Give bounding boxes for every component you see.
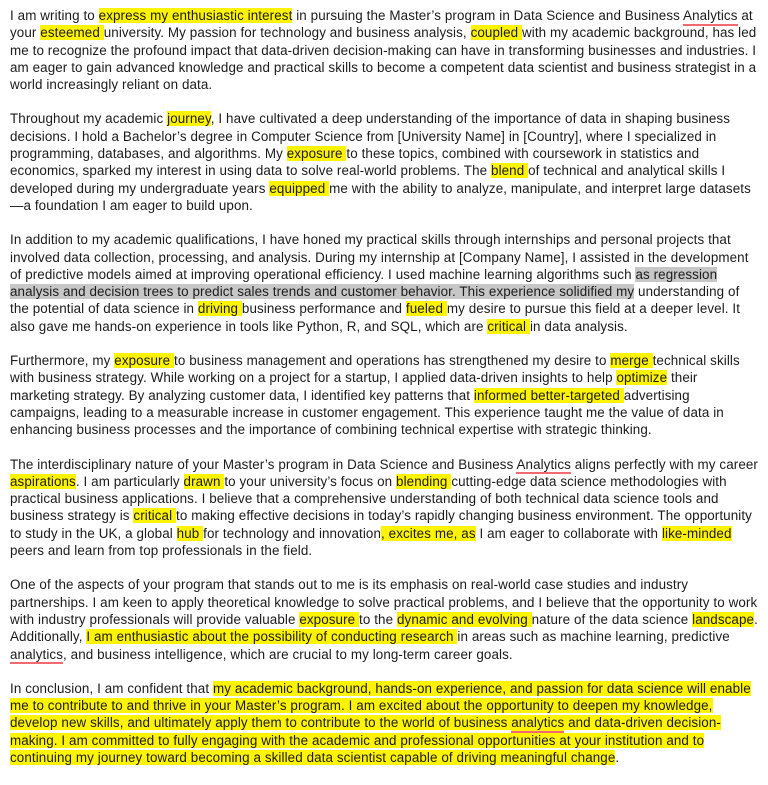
highlighted-text: blend — [491, 163, 529, 179]
highlighted-text: blending — [396, 473, 452, 489]
text-run: One of the aspects of your program that stands out to me is its emphasis on real-world case studies and industry partnerships. I am keen to apply theoretical knowledge to solve practical problems, and I believe that the opportunity to work with industry professionals will provide valuable — [10, 577, 758, 627]
paragraph-1 — [10, 7, 758, 93]
text-run: In addition to my academic qualifications, I have honed my practical skills through internships and personal projects that involved data collection, processing, and analysis. During my internship at [Company Name], I assisted in the development of predictive models aimed at improving operational efficiency. I used machine learning algorithms such — [10, 232, 749, 282]
highlighted-text: , excites me, as — [381, 525, 476, 541]
text-run: of technical and analytical skills I developed during my undergraduate years — [10, 163, 726, 196]
text-run: aligns perfectly with my career — [570, 456, 758, 472]
text-run: , I have cultivated a deep understanding of the importance of data in shaping business decisions. I hold a Bachelor’s degree in Computer Science from [University Name] in [Country], where I specialized in programming, databases, and algorithms. My — [10, 111, 731, 162]
text-run: to making effective decisions in today’s rapidly changing business environment. The opportunity to study in the UK, a global — [10, 508, 752, 541]
text-run: technical skills with business strategy. While working on a project for a startup, I applied data-driven insights to help — [10, 353, 740, 386]
text-run: . I am particularly — [75, 473, 184, 489]
highlighted-text: fueled — [405, 301, 447, 317]
highlighted-text: hub — [176, 525, 204, 541]
highlighted-text: exposure — [114, 353, 174, 369]
paragraph-5 — [10, 456, 758, 560]
highlighted-text: and data-driven decision-making. I am committed to fully engaging with the academic and professional opportunities at your institution and to continuing my journey toward becoming a skilled data scientist capable of driving meaningful change — [10, 715, 721, 765]
text-run: understanding of the potential of data science in — [10, 284, 740, 317]
highlighted-text: optimize — [616, 370, 668, 386]
highlighted-text: exposure — [286, 146, 347, 162]
highlighted-text: equipped — [269, 180, 330, 196]
highlighted-text: critical — [487, 318, 530, 334]
highlighted-text: like-minded — [661, 525, 732, 541]
highlighted-misspelled-word: analytics — [511, 715, 564, 733]
text-run: cutting-edge data science methodologies with practical business applications. I believe that a comprehensive understanding of both technical data science tools and business strategy is — [10, 473, 727, 524]
highlighted-text: esteemed — [40, 25, 104, 41]
highlighted-text: aspirations — [10, 473, 76, 489]
highlighted-text: critical — [133, 508, 176, 524]
paragraph-6 — [10, 576, 758, 662]
highlighted-text: driving — [197, 301, 242, 317]
text-run: business performance and — [241, 301, 406, 317]
misspelled-word: analytics — [10, 647, 63, 665]
text-run: , and business intelligence, which are crucial to my long-term career goals. — [63, 646, 513, 662]
text-run: university. My passion for technology and business analysis, — [103, 25, 471, 41]
text-run: . Additionally, — [10, 611, 758, 645]
highlighted-text: drawn — [183, 473, 225, 489]
text-run: advertising campaigns, leading to a measurable increase in customer engagement. This experience taught me the value of data in enhancing business processes and the importance of combining technical expertise with strategic thinking. — [10, 387, 724, 438]
highlighted-text: coupled — [470, 25, 522, 41]
highlighted-text: I am enthusiastic about the possibility of conducting research — [86, 629, 458, 645]
highlighted-text: landscape — [692, 611, 755, 627]
text-run: peers and learn from top professionals in the field. — [10, 543, 313, 559]
paragraph-4 — [10, 352, 758, 438]
text-run: to your university’s focus on — [224, 473, 397, 489]
text-run: Throughout my academic — [10, 111, 168, 127]
text-run: I am eager to collaborate with — [475, 525, 662, 541]
text-run: in data analysis. — [529, 318, 628, 334]
text-run: in areas such as machine learning, predictive — [457, 629, 730, 645]
text-run: Furthermore, my — [10, 353, 115, 369]
text-run: me with the ability to analyze, manipulate, and interpret large datasets—a foundation I am eager to build upon. — [10, 180, 751, 213]
text-run: The interdisciplinary nature of your Master’s program in Data Science and Business — [10, 456, 517, 472]
text-run: for technology and innovation — [203, 525, 381, 541]
selected-text: as regression analysis and decision trees to predict sales trends and customer behavior. This experience solidified my — [10, 266, 718, 300]
highlighted-text: my academic background, hands-on experience, and passion for data science will enable me to contribute to and thrive in your Master’s program. I am excited about the opportunity to deepen my knowledge, develop new skills, and ultimately apply them to contribute to the world of business — [10, 680, 751, 731]
paragraph-2 — [10, 110, 758, 214]
text-run: to business management and operations has strengthened my desire to — [174, 353, 611, 369]
text-run: my desire to pursue this field at a deeper level. It also gave me hands-on experience in tools like Python, R, and SQL, which are — [10, 301, 741, 334]
text-run: their marketing strategy. By analyzing customer data, I identified key patterns that — [10, 370, 698, 403]
highlighted-text: express my enthusiastic interest — [98, 8, 293, 23]
misspelled-word: Analytics — [683, 8, 737, 26]
highlighted-text: exposure — [299, 611, 360, 627]
text-run: I am writing to — [10, 8, 99, 23]
text-run: . — [615, 749, 620, 765]
text-run: In conclusion, I am confident that — [10, 680, 213, 696]
paragraph-3 — [10, 231, 758, 335]
text-run: with my academic background, has led me to recognize the profound impact that data-driven decision-making can have in transforming businesses and industries. I am eager to gain advanced knowledge and practical skills to become a competent data scientist and business strategist in a world increasingly reliant on data. — [10, 25, 757, 93]
highlighted-text: informed better-targeted — [473, 387, 624, 403]
paragraph-7 — [10, 680, 758, 766]
text-run: to the — [359, 611, 397, 627]
highlighted-text: dynamic and evolving — [396, 611, 532, 627]
text-run: nature of the data science — [531, 611, 693, 627]
highlighted-text: merge — [610, 353, 653, 369]
text-run: at your — [10, 8, 753, 41]
highlighted-text: journey — [167, 111, 211, 127]
text-run: to these topics, combined with coursework in statistics and economics, sparked my interest in using data to solve real-world problems. The — [10, 146, 700, 179]
misspelled-word: Analytics — [516, 457, 570, 475]
text-run: in pursuing the Master’s program in Data Science and Business — [292, 8, 684, 23]
